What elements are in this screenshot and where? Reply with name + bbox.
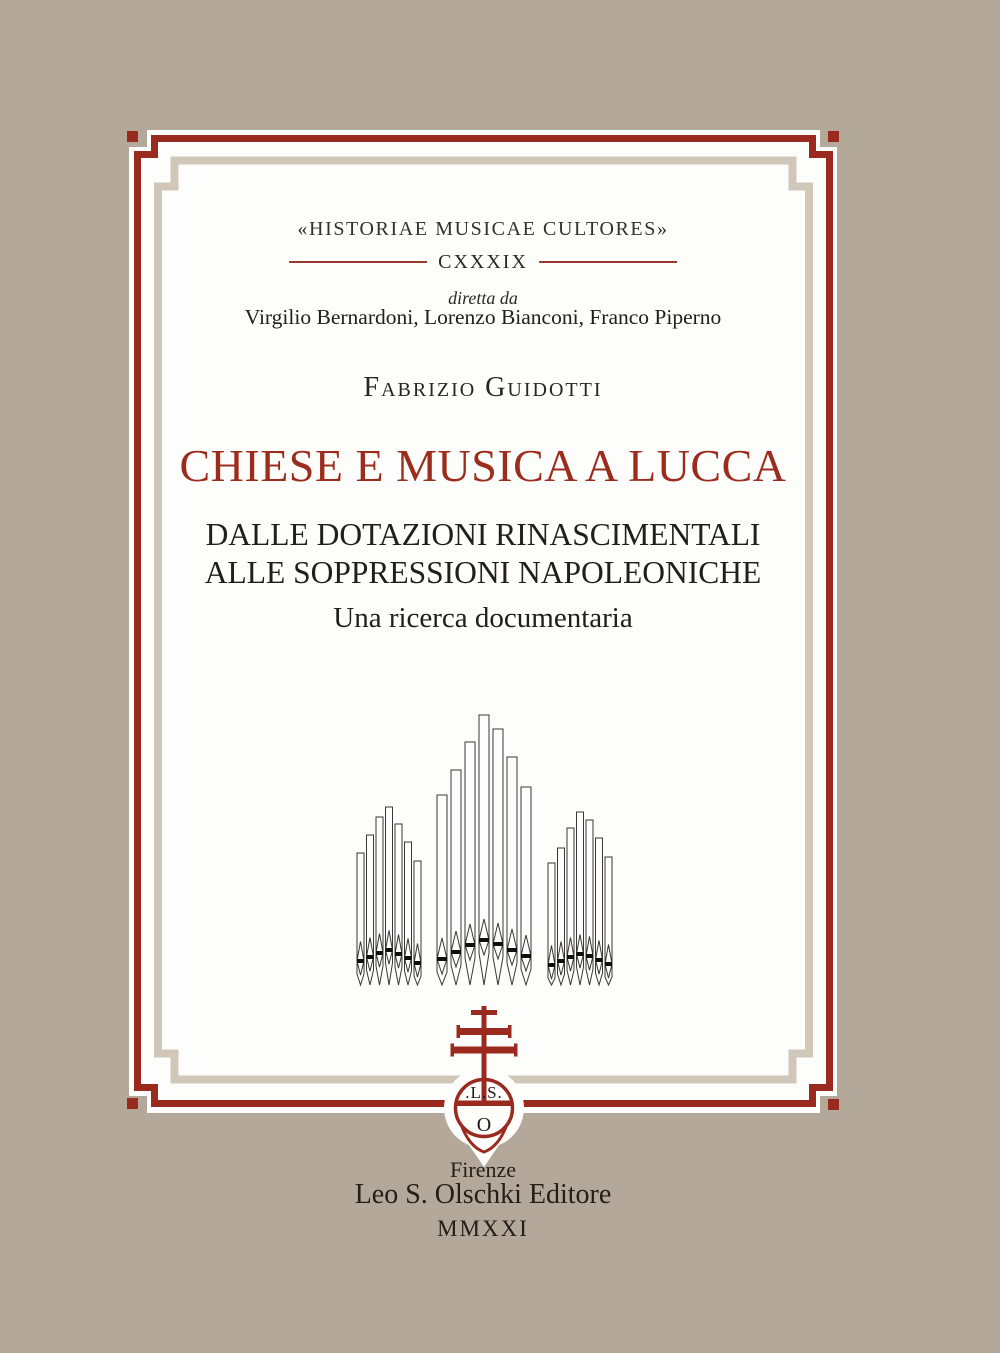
publisher-city: Firenze — [450, 1157, 516, 1182]
subtitle-line-1: DALLE DOTAZIONI RINASCIMENTALI — [205, 517, 761, 552]
logo-monogram-top: .L.S. — [465, 1083, 503, 1102]
book-subtitle-secondary: Una ricerca documentaria — [333, 602, 633, 634]
logo-monogram-bottom: O — [476, 1114, 492, 1136]
series-number: CXXXIX — [438, 251, 528, 273]
publisher-name: Leo S. Olschki Editore — [354, 1179, 612, 1210]
series-title: «HISTORIAE MUSICAE CULTORES» — [297, 218, 669, 240]
series-editors: Virgilio Bernardoni, Lorenzo Bianconi, Franco Piperno — [244, 305, 722, 329]
author-name: Fabrizio Guidotti — [363, 372, 603, 403]
subtitle-line-2: ALLE SOPPRESSIONI NAPOLEONICHE — [204, 555, 762, 590]
directed-by-label: diretta da — [448, 288, 518, 308]
book-title: CHIESE E MUSICA A LUCCA — [179, 440, 787, 491]
publication-year: MMXXI — [437, 1216, 529, 1241]
